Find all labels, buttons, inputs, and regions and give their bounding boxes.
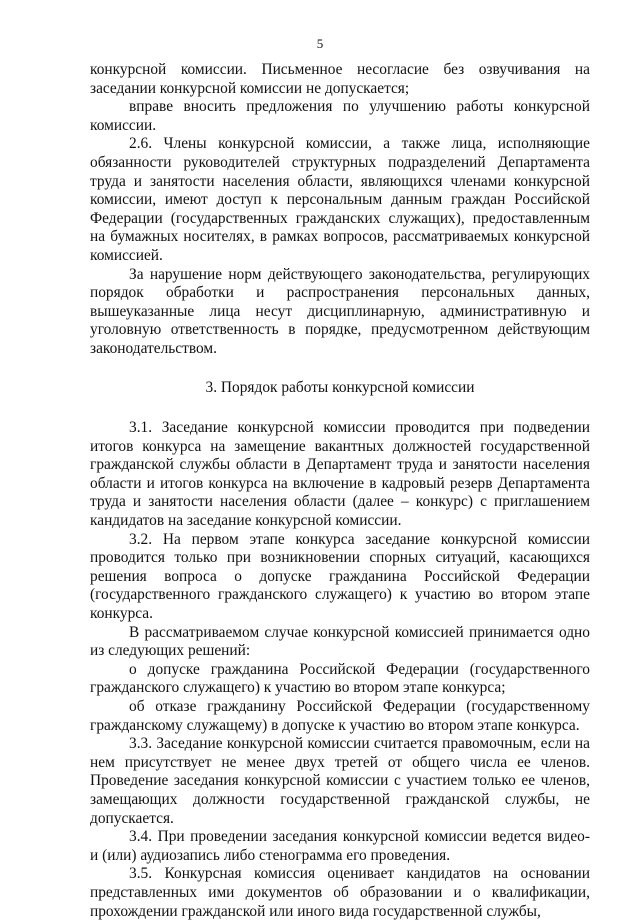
paragraph: 3.2. На первом этапе конкурса заседание конкурсной комиссии проводится только при возникновении спорных ситуаций, касающихся решения вопроса о допуске гражданина Российской Федерации (государственного гражданского служащего) к участию во втором этапе конкурса. (90, 530, 590, 623)
paragraph: 3.3. Заседание конкурсной комиссии считается правомочным, если на нем присутствует не менее двух третей от общего числа ее членов. Проведение заседания конкурсной комиссии с участием только ее членов, замещающих должности государственной гражданской службы, не допускается. (90, 735, 590, 827)
paragraph: об отказе гражданину Российской Федерации (государственному гражданскому служащему) в допуске к участию во втором этапе конкурса. (90, 698, 590, 734)
paragraph: В рассматриваемом случае конкурсной комиссией принимается одно из следующих решений: (90, 623, 590, 660)
paragraph: За нарушение норм действующего законодательства, регулирующих порядок обработки и распространения персональных данных, вышеуказанные лица несут дисциплинарную, административную и уголовную ответственность в порядке, предусмотренном действующим законодательством. (90, 265, 590, 357)
paragraph: о допуске гражданина Российской Федерации (государственного гражданского служащего) к участию во втором этапе конкурса; (90, 660, 590, 697)
paragraph: 3.4. При проведении заседания конкурсной комиссии ведется видео- и (или) аудиозапись либо стенограмма его проведения. (90, 828, 590, 864)
page-number: 5 (316, 36, 324, 51)
paragraph: 3.1. Заседание конкурсной комиссии проводится при подведении итогов конкурса на замещение вакантных должностей государственной гражданской службы области в Департамент труда и занятости населения области и итогов конкурса на включение в кадровый резерв Департамента труда и занятости населения области (далее – конкурс) с приглашением кандидатов на заседание конкурсной комиссии. (90, 419, 590, 530)
paragraph: 3.5. Конкурсная комиссия оценивает кандидатов на основании представленных ими документов об образовании и о квалификации, прохождении гражданской или иного вида государственной службы, (90, 865, 590, 920)
paragraph: вправе вносить предложения по улучшению работы конкурсной комиссии. (90, 98, 590, 134)
section-heading: 3. Порядок работы конкурсной комиссии (205, 378, 475, 396)
paragraph: конкурсной комиссии. Письменное несогласие без озвучивания на заседании конкурсной комиссии не допускается; (90, 61, 590, 97)
paragraph: 2.6. Члены конкурсной комиссии, а также лица, исполняющие обязанности руководителей структурных подразделений Департамента труда и занятости населения области, являющихся членами конкурсной комиссии, имеют доступ к персональным данным граждан Российской Федерации (государственных гражданских служащих), предоставленным на бумажных носителях, в рамках вопросов, рассматриваемых конкурсной комиссией. (90, 135, 590, 264)
document-body (90, 61, 590, 921)
